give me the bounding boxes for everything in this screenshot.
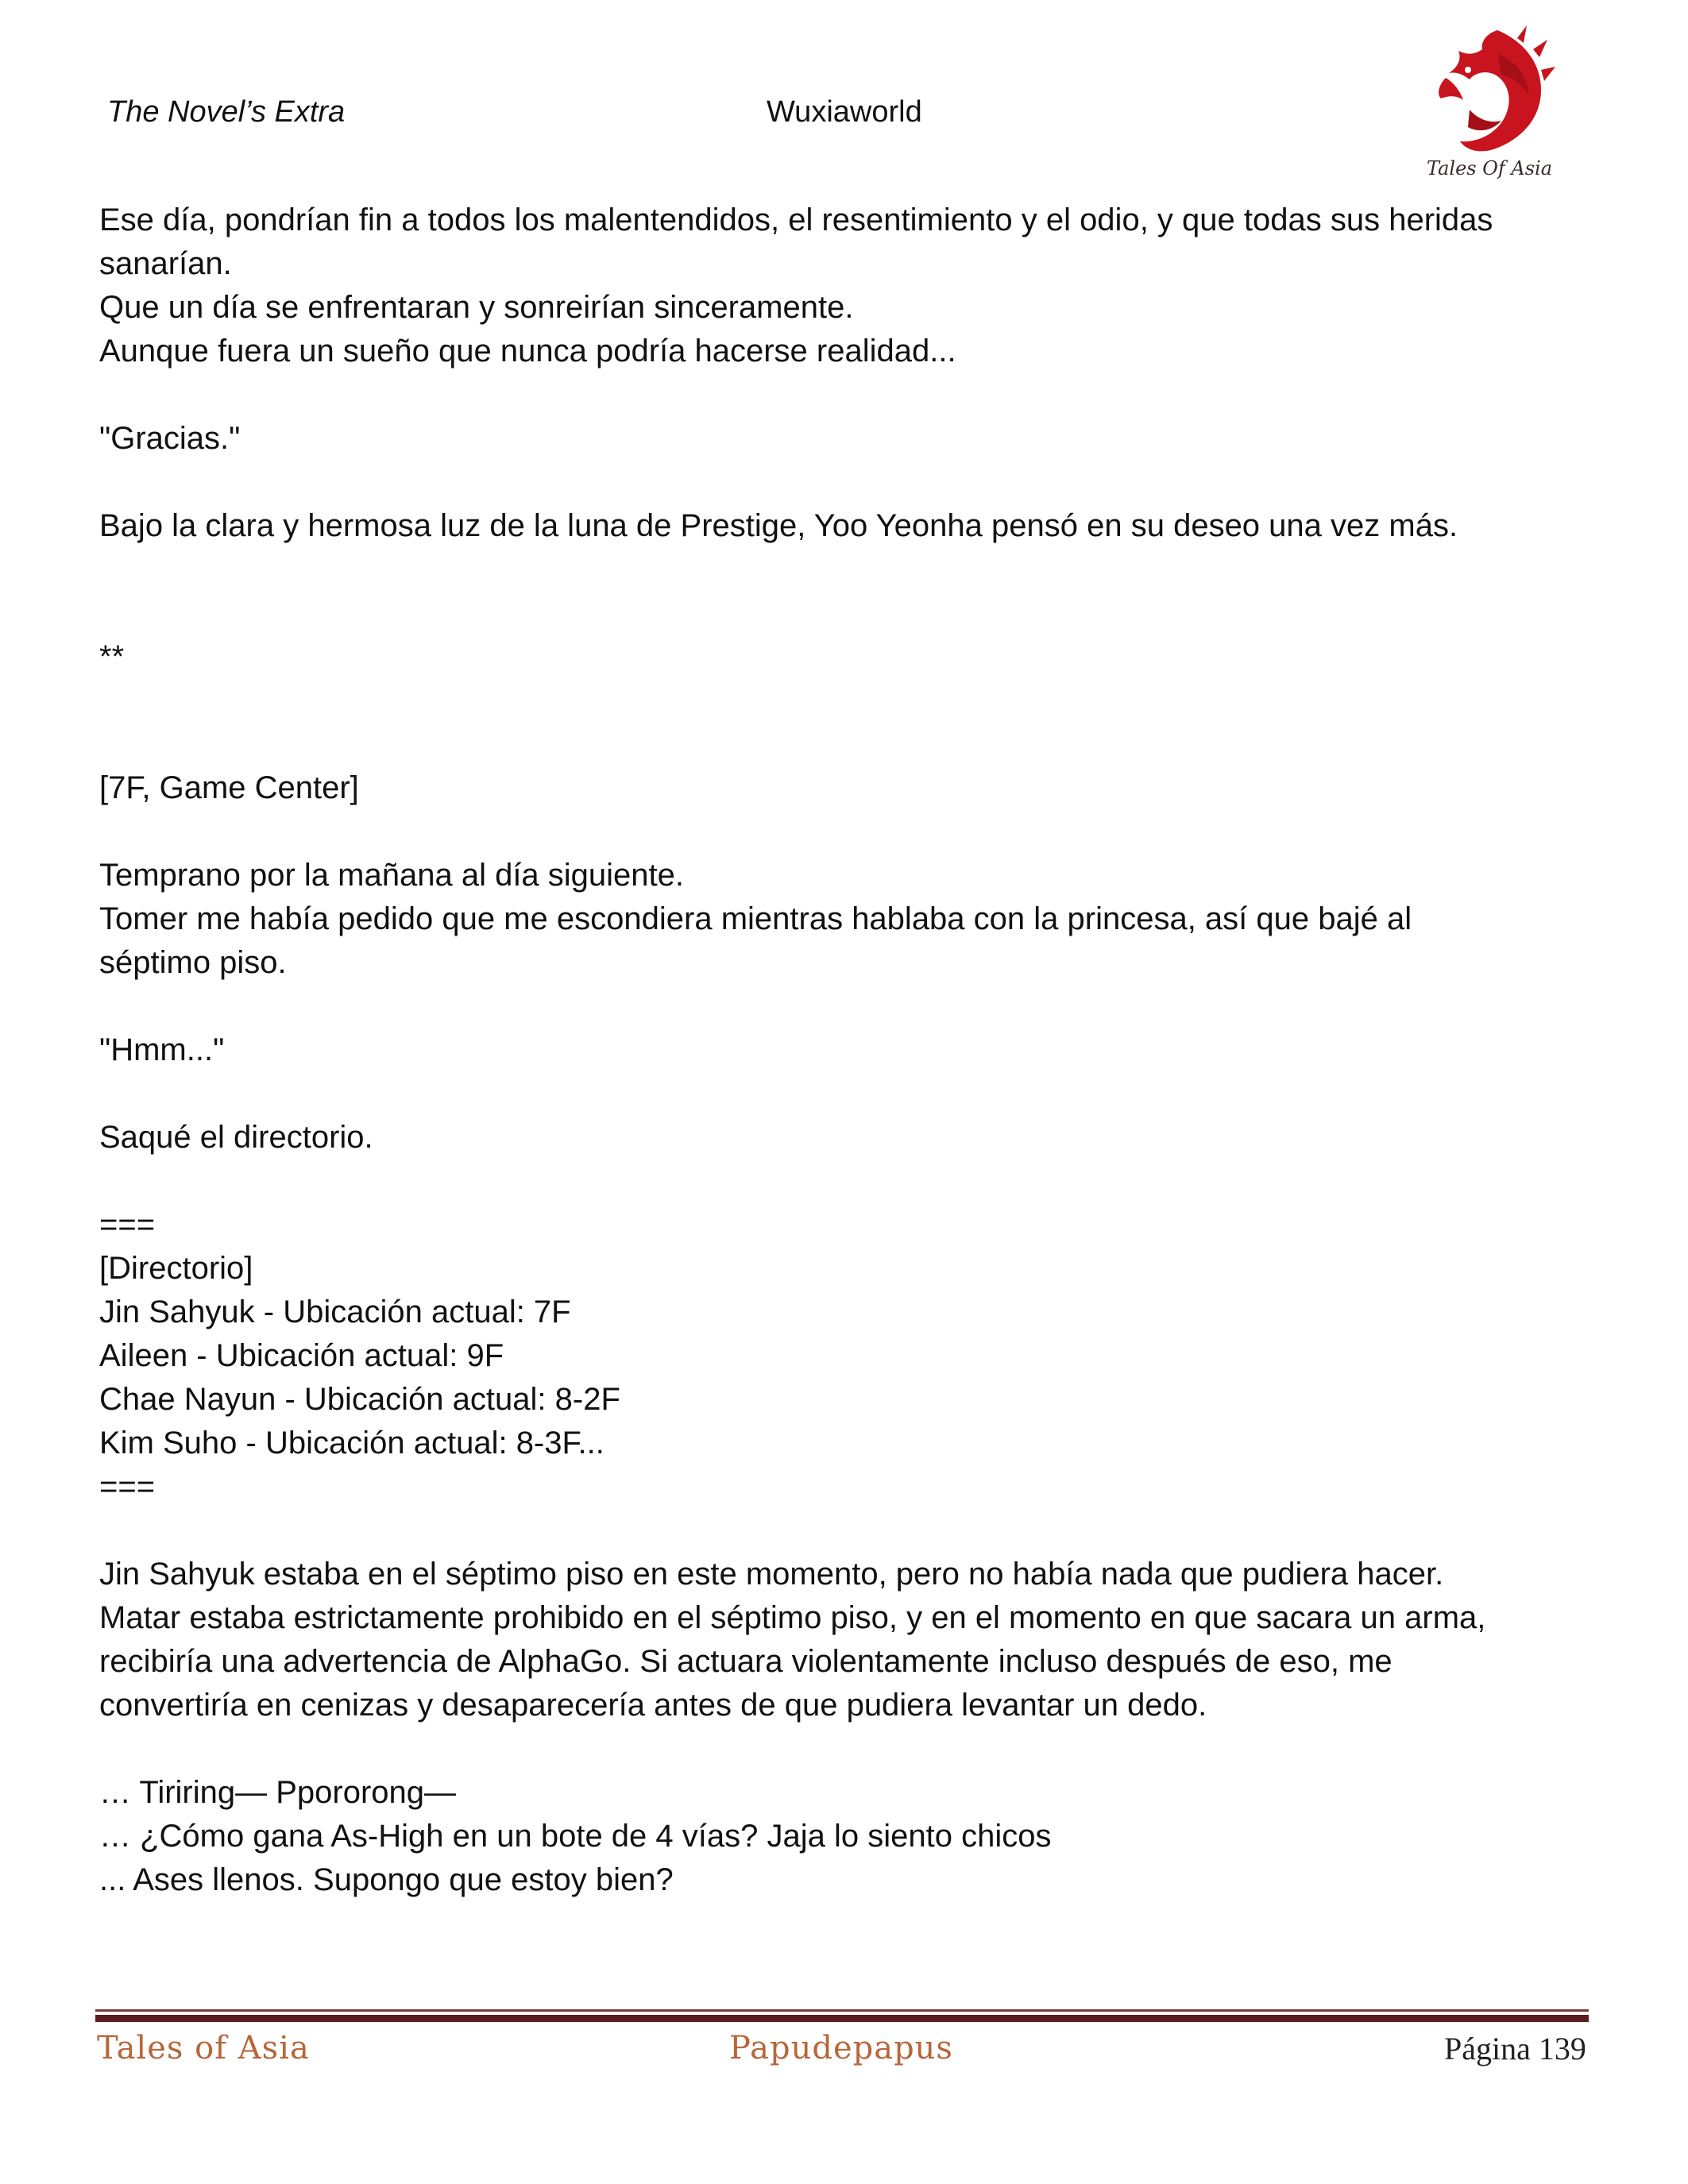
- footer-site: Tales of Asia: [97, 2030, 310, 2066]
- page-number: Página 139: [1444, 2031, 1586, 2066]
- directory-divider: ===: [99, 1469, 156, 1504]
- paragraph-line: Tomer me había pedido que me escondiera mientras hablaba con la princesa, así que bajé al: [99, 901, 1412, 936]
- red-dragon-icon: [1422, 22, 1557, 165]
- directory-entry: Kim Suho - Ubicación actual: 8-3F...: [99, 1426, 605, 1461]
- footer-rule: [95, 2009, 1589, 2022]
- header-title: The Novel’s Extra: [107, 95, 346, 129]
- paragraph-line: séptimo piso.: [99, 945, 287, 980]
- page-body: [99, 199, 1553, 1902]
- footer-translator: Papudepapus: [729, 2030, 953, 2066]
- paragraph-line: convertiría en cenizas y desaparecería antes de que pudiera levantar un dedo.: [99, 1688, 1207, 1723]
- paragraph-line: Aunque fuera un sueño que nunca podría hacerse realidad...: [99, 334, 956, 369]
- directory-entry: Aileen - Ubicación actual: 9F: [99, 1338, 504, 1373]
- scene-break: **: [99, 639, 125, 674]
- paragraph-line: Jin Sahyuk estaba en el séptimo piso en este momento, pero no había nada que pudiera hacer.: [99, 1557, 1444, 1592]
- paragraph-line: Bajo la clara y hermosa luz de la luna de Prestige, Yoo Yeonha pensó en su deseo una vez más.: [99, 508, 1458, 543]
- paragraph-line: Temprano por la mañana al día siguiente.: [99, 858, 685, 893]
- directory-entry: Jin Sahyuk - Ubicación actual: 7F: [99, 1295, 571, 1329]
- chat-line: … Tiriring— Ppororong—: [99, 1775, 457, 1810]
- chat-line: ... Ases llenos. Supongo que estoy bien?: [99, 1862, 674, 1897]
- dialogue-line: "Hmm...": [99, 1032, 225, 1067]
- paragraph-line: Saqué el directorio.: [99, 1120, 373, 1155]
- logo-text: Tales Of Asia: [1426, 157, 1553, 179]
- directory-divider: ===: [99, 1207, 156, 1242]
- paragraph-line: Ese día, pondrían fin a todos los malentendidos, el resentimiento y el odio, y que todas sus heridas: [99, 203, 1493, 237]
- dialogue-line: "Gracias.": [99, 421, 241, 456]
- directory-entry: Chae Nayun - Ubicación actual: 8-2F: [99, 1382, 620, 1417]
- header-site: Wuxiaworld: [767, 95, 922, 129]
- paragraph-line: Que un día se enfrentaran y sonreirían sinceramente.: [99, 290, 854, 325]
- location-heading: [7F, Game Center]: [99, 770, 359, 805]
- chat-line: … ¿Cómo gana As-High en un bote de 4 vías? Jaja lo siento chicos: [99, 1819, 1052, 1854]
- paragraph-line: recibiría una advertencia de AlphaGo. Si actuara violentamente incluso después de eso, me: [99, 1644, 1393, 1679]
- paragraph-line: sanarían.: [99, 246, 232, 281]
- tales-of-asia-logo: [1422, 22, 1557, 189]
- directory-title: [Directorio]: [99, 1251, 253, 1286]
- paragraph-line: Matar estaba estrictamente prohibido en el séptimo piso, y en el momento en que sacara un arma,: [99, 1600, 1486, 1635]
